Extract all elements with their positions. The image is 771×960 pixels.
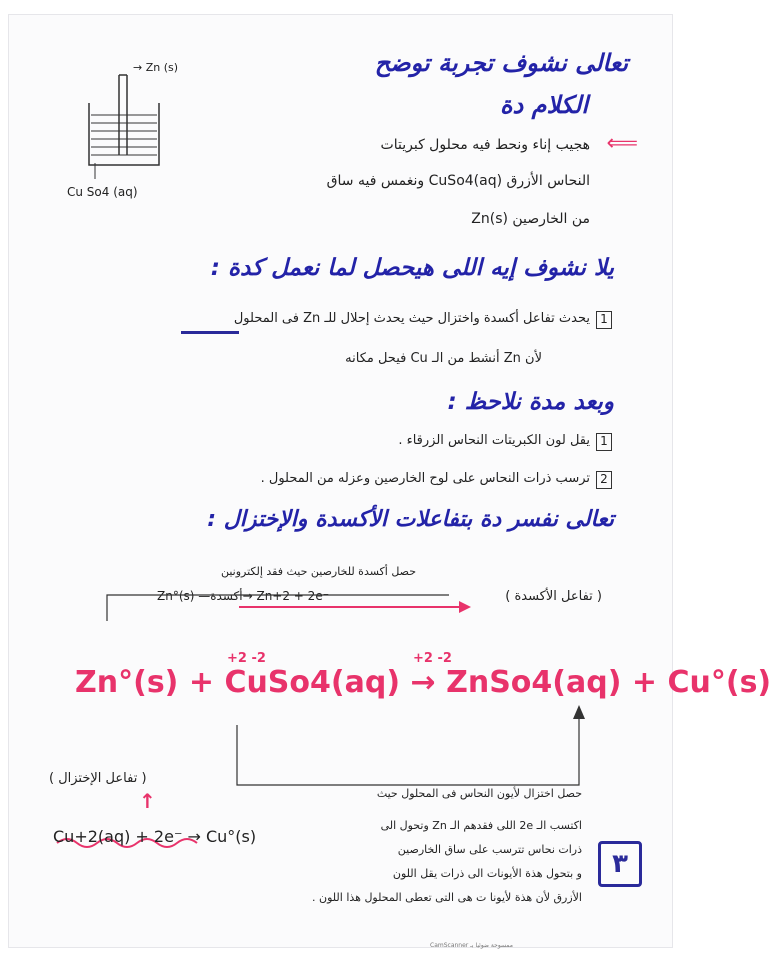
solution-label: Cu So4 (aq)	[67, 185, 138, 199]
main-equation	[75, 665, 771, 700]
oxidation-note: حصل أكسدة للخارصين حيث فقد إلكترونين	[220, 565, 416, 578]
reduction-note-line5: الأزرق لأن هذة لأيونا ت هى التى تعطى المحلول هذا اللون .	[312, 891, 582, 904]
section1-item1-line2: لأن Zn أنشط من الـ Cu فيحل مكانه	[345, 351, 542, 366]
oxidation-equation: Zn°(s) —أكسدة→ Zn+2 + 2e⁻	[157, 589, 330, 603]
reduction-note-line1: حصل اختزال لأيون النحاس فى المحلول حيث	[376, 787, 582, 800]
arrow-left-icon: ⟸	[606, 131, 638, 156]
reduction-note-line3: ذرات نحاس تترسب على ساق الخارصين	[397, 843, 582, 856]
section2-item1: يقل لون الكبريتات النحاس الزرقاء .	[398, 433, 590, 448]
arrow-up-icon: ↑	[139, 789, 156, 813]
cuso4-charges: +2 -2	[227, 651, 266, 666]
underline	[181, 331, 239, 334]
reaction-arrows	[9, 555, 672, 855]
item-number: 1	[596, 311, 612, 329]
section2-item2: ترسب ذرات النحاس على لوح الخارصين وعزله من المحلول .	[260, 471, 590, 486]
page-number: ٣	[598, 841, 642, 887]
rod-label: → Zn (s)	[133, 61, 179, 74]
reduction-label: ( تفاعل الإختزال )	[49, 771, 147, 786]
intro-line3: من الخارصين Zn(s)	[471, 211, 590, 227]
product-cu: Cu°(s)	[667, 665, 771, 700]
item-number: 1	[596, 433, 612, 451]
page-title-line2: الكلام دة	[499, 91, 588, 119]
reduction-equation: Cu+2(aq) + 2e⁻ → Cu°(s)	[53, 827, 257, 846]
plus-sign: +	[188, 665, 214, 700]
reduction-note-line4: و بتحول هذة الأيونات الى ذرات يقل اللون	[392, 867, 582, 880]
reaction-arrow: →	[410, 665, 436, 700]
item-number: 2	[596, 471, 612, 489]
page-title: تعالى نشوف تجربة توضح	[374, 49, 628, 77]
product-znso4: ZnSo4(aq)	[446, 665, 622, 700]
znso4-charges: +2 -2	[413, 651, 452, 666]
notebook-page	[8, 14, 771, 948]
reactant-zn: Zn°(s)	[75, 665, 179, 700]
section3-title: تعالى نفسر دة بتفاعلات الأكسدة والإختزال :	[207, 507, 614, 532]
section1-item1-line1: يحدث تفاعل أكسدة واختزال حيث يحدث إحلال للـ Zn فى المحلول	[233, 311, 590, 326]
reduction-note-line2: اكتسب الـ 2e اللى فقدهم الـ Zn وتحول الى	[380, 819, 582, 832]
reactant-cuso4: CuSo4(aq)	[224, 665, 401, 700]
intro-line2: النحاس الأزرق CuSo4(aq) ونغمس فيه ساق	[326, 173, 590, 189]
section1-title: يلا نشوف إيه اللى هيحصل لما نعمل كدة :	[210, 255, 614, 281]
oxidation-label: ( تفاعل الأكسدة )	[505, 589, 602, 604]
plus-sign: +	[631, 665, 658, 700]
scanner-watermark: CamScanner ممسوحة ضوئيا بـ	[430, 942, 513, 949]
intro-line1: هجيب إناء ونحط فيه محلول كبريتات	[380, 137, 590, 153]
section2-title: وبعد مدة نلاحظ :	[447, 389, 614, 415]
